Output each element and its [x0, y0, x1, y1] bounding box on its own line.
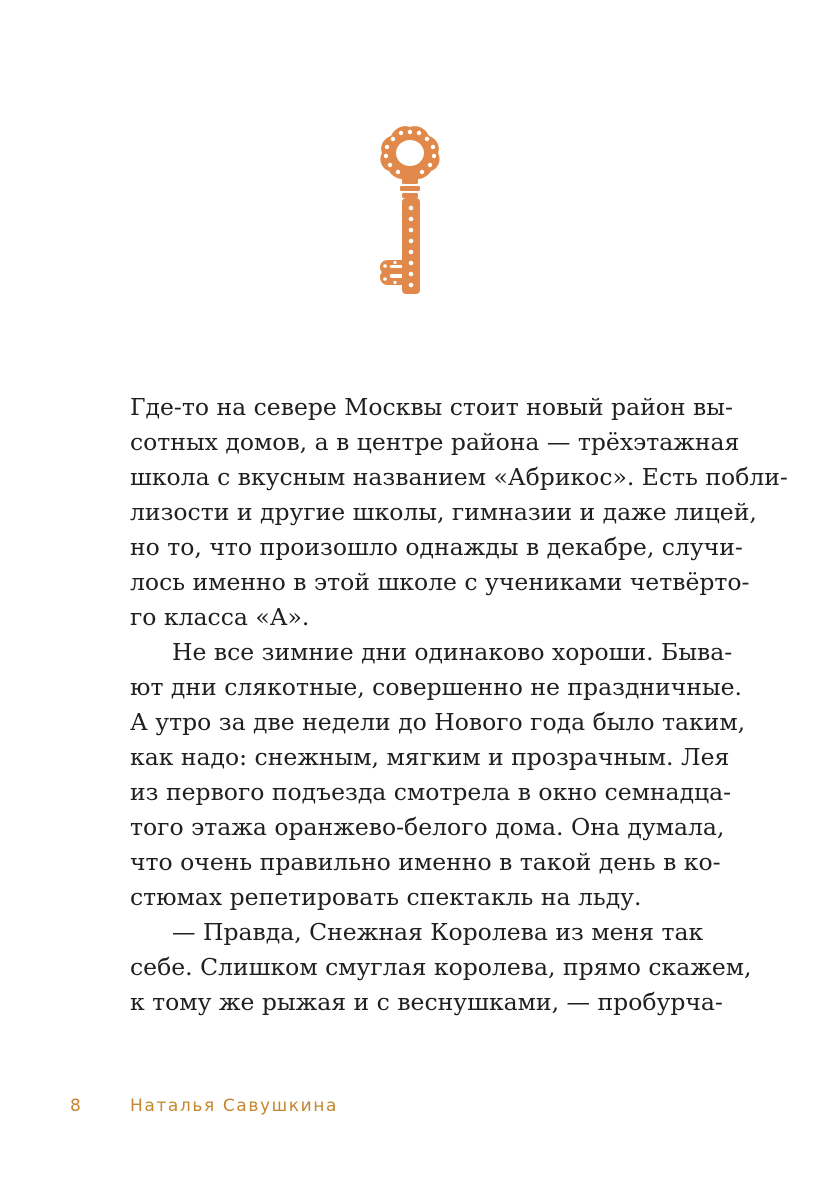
- text-line: как надо: снежным, мягким и прозрачным. Лея: [130, 743, 730, 771]
- text-line: сотных домов, а в центре района — трёхэтажная: [130, 428, 740, 456]
- text-line: из первого подъезда смотрела в окно семнадца-: [130, 778, 732, 806]
- text-line: ют дни слякотные, совершенно не праздничные.: [130, 673, 742, 701]
- text-line: А утро за две недели до Нового года было таким,: [130, 708, 746, 736]
- text-line: но то, что произошло однажды в декабре, случи-: [130, 533, 743, 561]
- text-line: Не все зимние дни одинаково хороши. Быва-: [172, 638, 733, 666]
- author-name: Наталья Савушкина: [130, 1096, 339, 1116]
- text-line: школа с вкусным названием «Абрикос». Есть побли-: [130, 463, 788, 491]
- page-number: 8: [70, 1096, 81, 1116]
- text-line: того этажа оранжево-белого дома. Она думала,: [130, 813, 725, 841]
- text-line: — Правда, Снежная Королева из меня так: [172, 918, 704, 946]
- text-line: что очень правильно именно в такой день в ко-: [130, 848, 721, 876]
- key-icon: [372, 122, 448, 300]
- text-line: лось именно в этой школе с учениками четвёрто-: [130, 568, 750, 596]
- page-footer: [70, 1096, 338, 1116]
- text-line: го класса «А».: [130, 603, 310, 631]
- body-text: [130, 390, 788, 1020]
- text-line: стюмах репетировать спектакль на льду.: [130, 883, 642, 911]
- text-line: лизости и другие школы, гимназии и даже лицей,: [130, 498, 757, 526]
- text-line: себе. Слишком смуглая королева, прямо скажем,: [130, 953, 752, 981]
- text-line: к тому же рыжая и с веснушками, — пробурча-: [130, 988, 723, 1016]
- text-line: Где-то на севере Москвы стоит новый район вы-: [130, 393, 733, 421]
